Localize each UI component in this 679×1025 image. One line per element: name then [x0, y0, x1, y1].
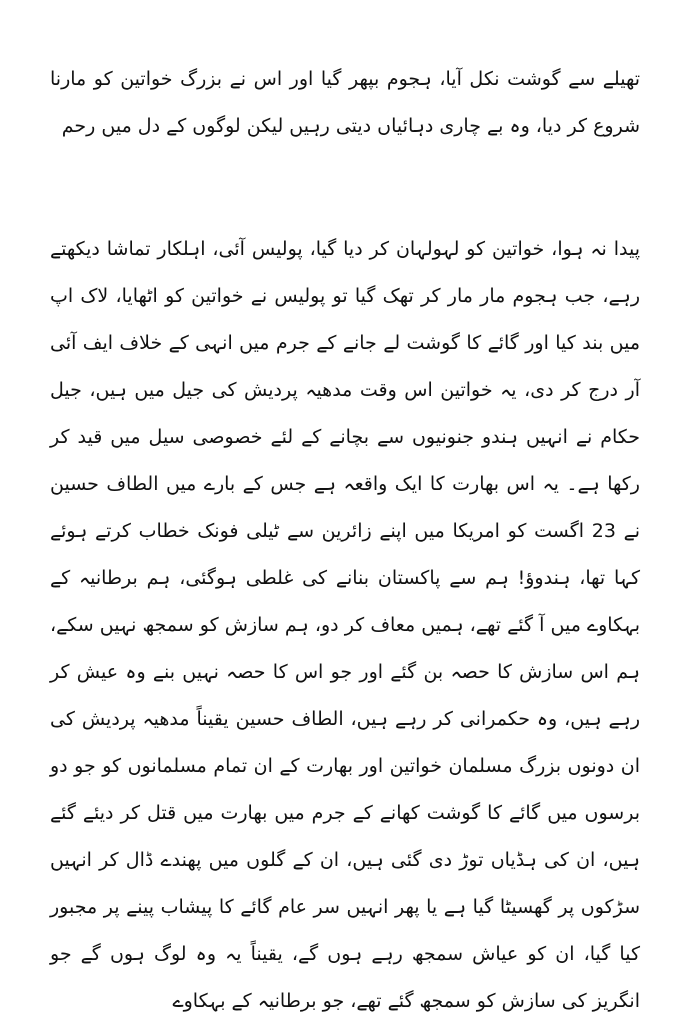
paragraph-1: تھیلے سے گوشت نکل آیا، ہجوم بپھر گیا اور اس نے بزرگ خواتین کو مارنا شروع کر دیا، وہ بے چاری دہائیاں دیتی رہیں لیکن لوگوں کے دل میں رحم	[50, 68, 640, 137]
paragraph-2: پیدا نہ ہوا، خواتین کو لہولہان کر دیا گیا، پولیس آئی، اہلکار تماشا دیکھتے رہے، جب ہجوم مار مار کر تھک گیا تو پولیس نے خواتین کو اٹھایا، لاک اپ میں بند کیا اور گائے کا گوشت لے جانے کے جرم میں انہی کے خلاف ایف آئی آر درج کر دی، یہ خواتین اس وقت مدھیہ پردیش کی جیل میں ہیں، جیل حکام نے انہیں ہندو جنونیوں سے بچانے کے لئے خصوصی سیل میں قید کر رکھا ہے۔ یہ اس بھارت کا ایک واقعہ ہے جس کے بارے میں الطاف حسین نے 23 اگست کو امریکا میں اپنے زائرین سے ٹیلی فونک خطاب کرتے ہوئے کہا تھا، ہندوؤ! ہم سے پاکستان بنانے کی غلطی ہوگئی، ہم برطانیہ کے بہکاوے میں آ گئے تھے، ہمیں معاف کر دو، ہم سازش کو سمجھ نہیں سکے، ہم اس سازش کا حصہ بن گئے اور جو اس کا حصہ نہیں بنے وہ عیش کر رہے ہیں، وہ حکمرانی کر رہے ہیں، الطاف حسین یقیناً مدھیہ پردیش کی ان دونوں بزرگ مسلمان خواتین اور بھارت کے ان تمام مسلمانوں کو جو دو برسوں میں گائے کا گوشت کھانے کے جرم میں بھارت میں قتل کر دیئے گئے ہیں، ان کی ہڈیاں توڑ دی گئی ہیں، ان کے گلوں میں پھندے ڈال کر انہیں سڑکوں پر گھسیٹا گیا ہے یا پھر انہیں سر عام گائے کا پیشاب پینے پر مجبور کیا گیا، ان کو عیاش سمجھ رہے ہوں گے، یقیناً یہ وہ لوگ ہوں گے جو انگریز کی سازش کو سمجھ گئے تھے، جو برطانیہ کے بہکاوے	[50, 238, 641, 1012]
